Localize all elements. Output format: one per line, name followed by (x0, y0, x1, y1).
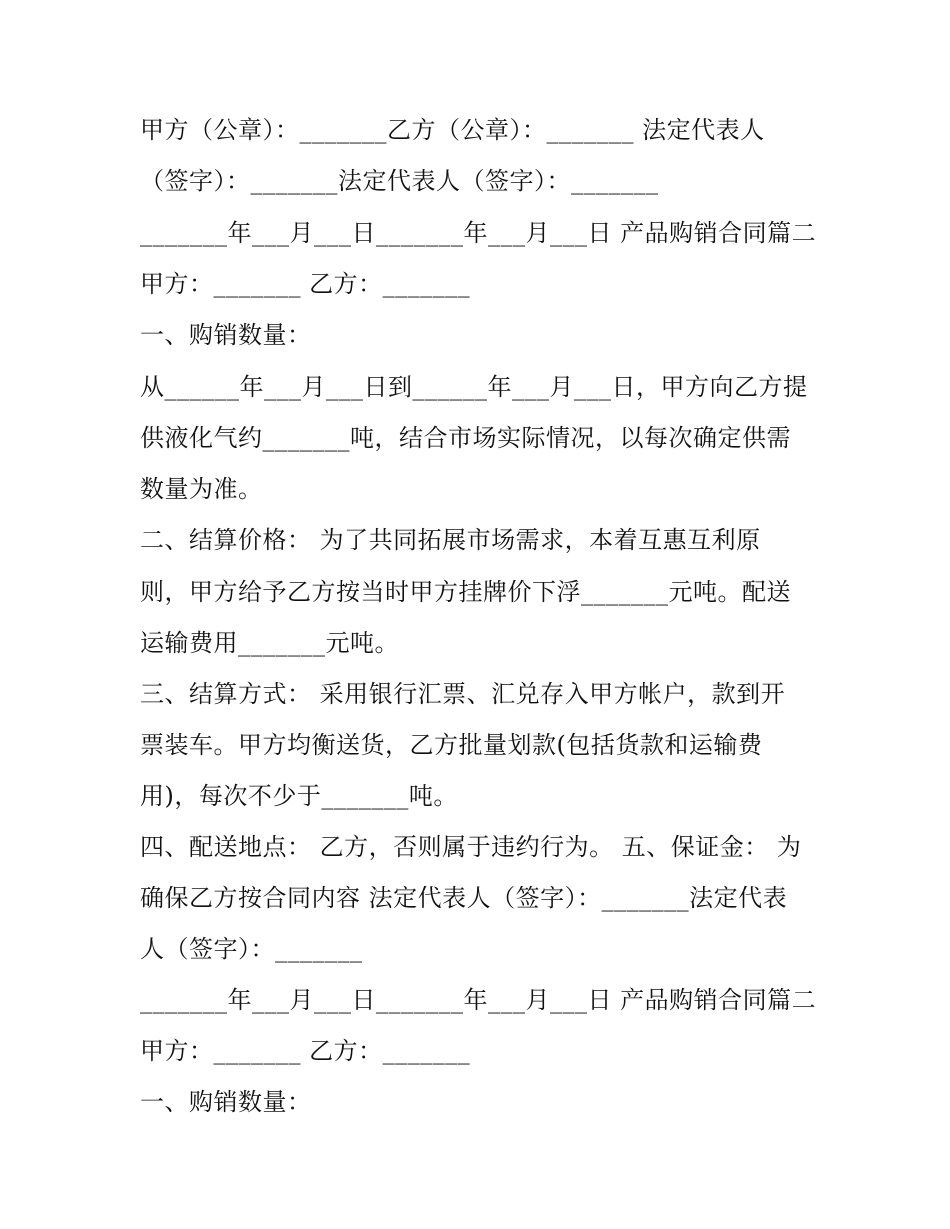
text-line: 供液化气约_______吨，结合市场实际情况，以每次确定供需 (140, 424, 791, 452)
text-line: 甲方（公章）：_______乙方（公章）：_______ 法定代表人 (140, 116, 765, 144)
section-heading: 三、结算方式： 采用银行汇票、汇兑存入甲方帐户，款到开 (140, 680, 786, 708)
text-line: 数量为准。 (140, 475, 263, 503)
text-line: 从______年___月___日到______年___月___日，甲方向乙方提 (140, 373, 808, 401)
text-line: 甲方：_______ 乙方：_______ (140, 270, 471, 298)
text-line: 确保乙方按合同内容 法定代表人（签字）：_______法定代表 (140, 884, 788, 912)
text-line: 票装车。甲方均衡送货，乙方批量划款(包括货款和运输费 (140, 731, 763, 759)
section-heading: 一、购销数量： (140, 1088, 312, 1116)
text-line: 则，甲方给予乙方按当时甲方挂牌价下浮_______元吨。配送 (140, 578, 791, 606)
section-heading: 二、结算价格： 为了共同拓展市场需求，本着互惠互利原 (140, 526, 761, 554)
section-heading: 一、购销数量： (140, 321, 312, 349)
section-heading: 四、配送地点： 乙方，否则属于违约行为。 五、保证金： 为 (140, 833, 802, 861)
text-line: 用)，每次不少于_______吨。 (140, 782, 458, 810)
text-line: （签字）：_______法定代表人（签字）：_______ (140, 167, 659, 195)
text-line: _______年___月___日_______年___月___日 产品购销合同篇二 (140, 986, 817, 1014)
text-line: 运输费用_______元吨。 (140, 629, 399, 657)
text-line: 人（签字）：_______ (140, 935, 363, 963)
text-line: _______年___月___日_______年___月___日 产品购销合同篇二 (140, 219, 817, 247)
text-line: 甲方：_______ 乙方：_______ (140, 1037, 471, 1065)
